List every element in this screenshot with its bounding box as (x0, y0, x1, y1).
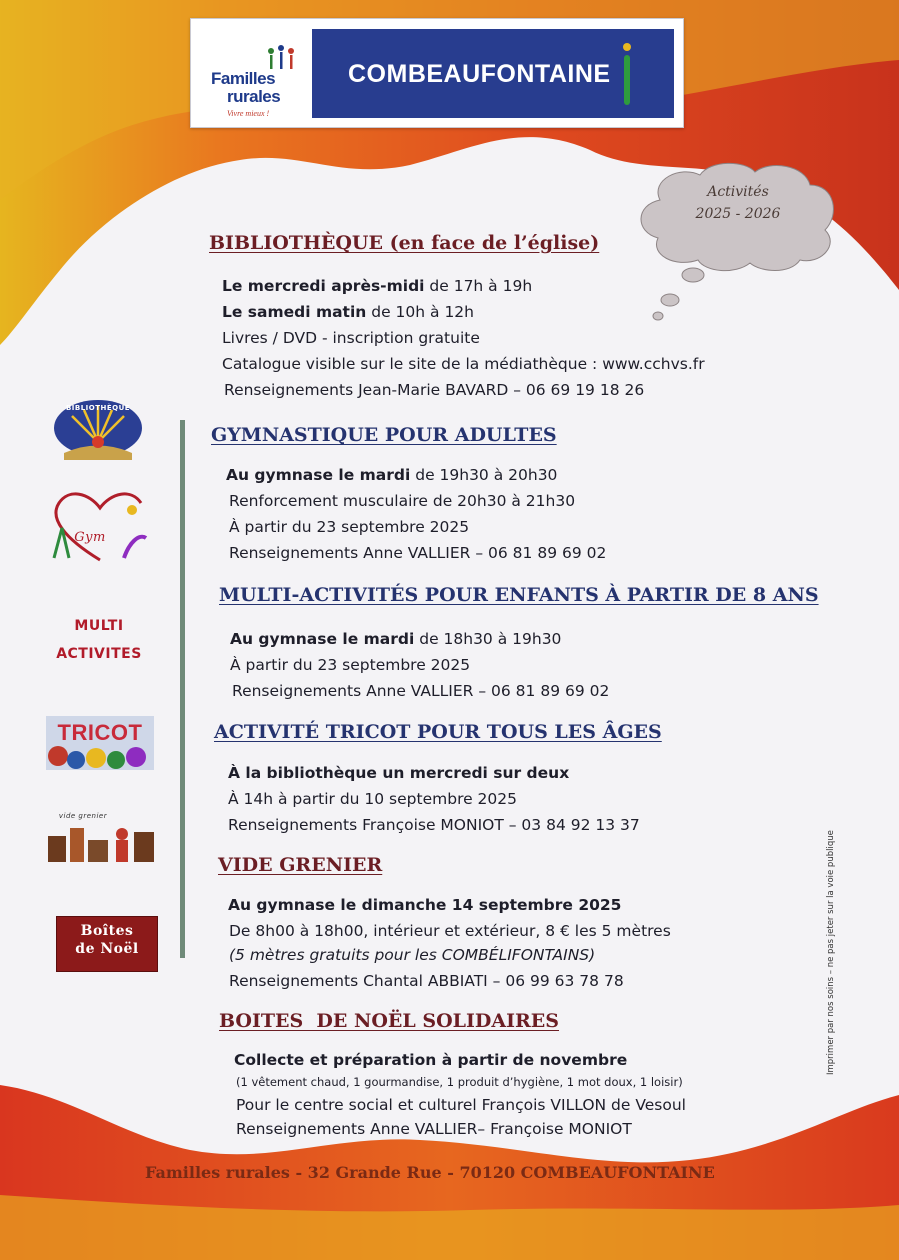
gym-line-1-bold: Au gymnase le mardi (226, 466, 411, 484)
vide-line-1-bold: Au gymnase le dimanche 14 septembre 2025 (228, 896, 622, 914)
multi-line-1 (230, 630, 561, 648)
tricot-line-3: Renseignements Françoise MONIOT – 03 84 92 13 37 (228, 816, 640, 834)
logo-brand-line1: Familles (211, 69, 276, 88)
brush-figure-icon (612, 37, 642, 112)
thought-cloud (630, 160, 845, 325)
heading-boites-noel: BOITES DE NOËL SOLIDAIRES (219, 1010, 559, 1032)
multi-line-3: Renseignements Anne VALLIER – 06 81 89 69 02 (232, 682, 610, 700)
heading-multi: MULTI-ACTIVITÉS POUR ENFANTS À PARTIR DE 8 ANS (219, 584, 819, 606)
tricot-label: TRICOT (57, 720, 143, 745)
town-title: COMBEAUFONTAINE (348, 60, 611, 88)
logo-brand-line2: rurales (227, 87, 281, 106)
noel-label-2: de Noël (75, 941, 139, 957)
noel-line-2: (1 vêtement chaud, 1 gourmandise, 1 produit d’hygiène, 1 mot doux, 1 loisir) (236, 1075, 683, 1089)
tricot-line-1 (228, 764, 569, 782)
noel-line-4: Renseignements Anne VALLIER– Françoise MONIOT (236, 1120, 632, 1138)
heading-tricot: ACTIVITÉ TRICOT POUR TOUS LES ÂGES (214, 721, 662, 743)
biblio-line-3: Livres / DVD - inscription gratuite (222, 329, 480, 347)
gym-line-1 (226, 466, 557, 484)
biblio-line-5: Renseignements Jean-Marie BAVARD – 06 69 19 18 26 (224, 381, 645, 399)
gym-line-1-rest: de 19h30 à 20h30 (410, 466, 558, 484)
gym-label: Gym (74, 530, 106, 545)
gym-line-2: Renforcement musculaire de 20h30 à 21h30 (229, 492, 576, 510)
multi-line-1-bold: Au gymnase le mardi (230, 630, 415, 648)
vide-line-4: Renseignements Chantal ABBIATI – 06 99 63 78 78 (229, 972, 624, 990)
vide-grenier-image-icon (44, 812, 158, 868)
noel-line-1-bold: Collecte et préparation à partir de novembre (234, 1051, 628, 1069)
biblio-line-1 (222, 277, 532, 295)
vide-line-1 (228, 896, 621, 914)
bibliotheque-badge-label: BIBLIOTHÈQUE (65, 404, 131, 412)
vide-line-3: (5 mètres gratuits pour les COMBÉLIFONTAINS) (229, 946, 596, 964)
noel-label-1: Boîtes (80, 923, 134, 939)
familles-rurales-logo (199, 29, 309, 119)
biblio-line-1-bold: Le mercredi après-midi (222, 277, 425, 295)
cloud-line-1: Activités (707, 184, 769, 200)
vertical-divider (180, 420, 185, 958)
cloud-line-2: 2025 - 2026 (695, 206, 781, 222)
multi-line-2: À partir du 23 septembre 2025 (230, 656, 471, 674)
gym-line-4: Renseignements Anne VALLIER – 06 81 89 69 02 (229, 544, 607, 562)
gym-heart-icon (44, 488, 156, 566)
multi-label-2: ACTIVITES (56, 646, 142, 662)
heading-vide-grenier: VIDE GRENIER (218, 854, 383, 876)
multi-line-1-rest: de 18h30 à 19h30 (414, 630, 562, 648)
vide-grenier-label: vide grenier (58, 812, 108, 820)
biblio-line-2-rest: de 10h à 12h (366, 303, 474, 321)
noel-line-1 (234, 1051, 627, 1069)
footer-address: Familles rurales - 32 Grande Rue - 70120 COMBEAUFONTAINE (145, 1163, 715, 1182)
tricot-image-icon (46, 716, 154, 770)
bibliotheque-badge-icon (52, 398, 144, 466)
boites-noel-image-icon (56, 916, 158, 972)
header-logo-banner (190, 18, 684, 128)
gym-line-3: À partir du 23 septembre 2025 (229, 518, 470, 536)
heading-bibliotheque: BIBLIOTHÈQUE (en face de l’église) (209, 232, 600, 254)
logo-tagline: Vivre mieux ! (227, 109, 270, 118)
noel-line-3: Pour le centre social et culturel François VILLON de Vesoul (236, 1096, 686, 1114)
heading-gym: GYMNASTIQUE POUR ADULTES (211, 424, 557, 446)
tricot-line-1-bold: À la bibliothèque un mercredi sur deux (228, 764, 570, 782)
biblio-line-4: Catalogue visible sur le site de la médiathèque : www.cchvs.fr (222, 355, 705, 373)
vide-line-2: De 8h00 à 18h00, intérieur et extérieur, 8 € les 5 mètres (229, 922, 671, 940)
multi-label-1: MULTI (74, 618, 124, 634)
biblio-line-2 (222, 303, 474, 321)
biblio-line-1-rest: de 17h à 19h (424, 277, 533, 295)
town-banner (312, 29, 674, 118)
tricot-line-2: À 14h à partir du 10 septembre 2025 (228, 790, 518, 808)
biblio-line-2-bold: Le samedi matin (222, 303, 367, 321)
vertical-print-note: Imprimer par nos soins – ne pas jeter sur la voie publique (826, 830, 836, 1075)
